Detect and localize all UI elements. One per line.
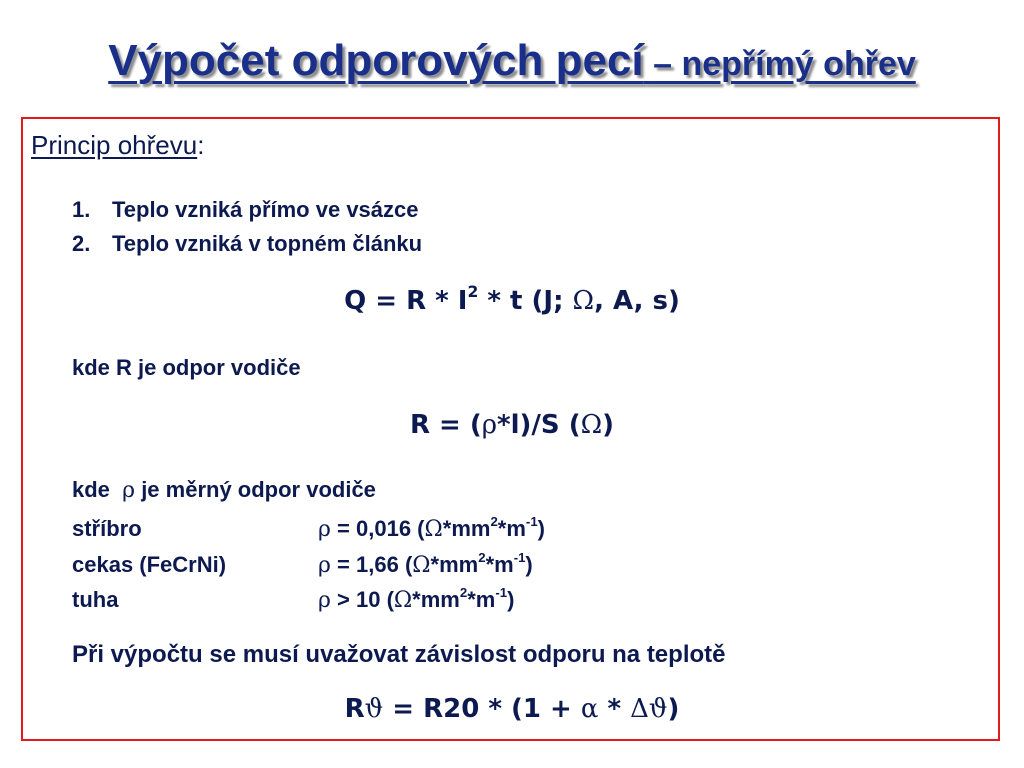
omega-symbol: Ω	[572, 286, 595, 316]
material-value-part: )	[507, 587, 515, 612]
where-rho-part: je měrný odpor vodiče	[135, 477, 376, 502]
material-value-part: )	[525, 552, 533, 577]
material-value-part: = 1,66 (	[330, 552, 413, 577]
material-unit: *mm	[442, 516, 491, 541]
where-rho-text	[72, 477, 376, 503]
formula-heat	[0, 283, 1024, 316]
omega-symbol: Ω	[580, 410, 603, 440]
list-number: 1.	[72, 197, 91, 222]
formula-temperature-part: = R20 * (1 +	[383, 694, 581, 724]
material-exponent: 2	[490, 513, 498, 529]
list-item	[72, 231, 422, 257]
omega-symbol: Ω	[393, 588, 413, 613]
material-exponent: 2	[459, 584, 468, 600]
formula-resistance-part: R = (	[409, 410, 482, 440]
material-exponent: -1	[495, 584, 508, 600]
formula-temperature-part: R	[344, 694, 365, 724]
formula-heat-part: * t (J;	[478, 286, 573, 316]
page-title	[0, 36, 1024, 86]
list-number: 2.	[72, 231, 91, 256]
material-exponent: -1	[525, 513, 538, 529]
formula-heat-part: Q = R * I	[344, 286, 468, 316]
formula-resistance-part: *l)/S (	[497, 410, 581, 440]
material-value-part: )	[537, 516, 545, 541]
temperature-note: Při výpočtu se musí uvažovat závislost odporu na teplotě	[72, 641, 726, 668]
title-subtitle: – nepřímý ohřev	[643, 45, 916, 83]
material-unit: *mm	[430, 552, 479, 577]
material-unit: *m	[467, 587, 496, 612]
formula-heat-exponent: 2	[467, 283, 479, 302]
list-text: Teplo vzniká v topném článku	[112, 231, 423, 256]
material-value	[318, 584, 515, 613]
material-exponent: -1	[513, 549, 526, 565]
material-name: tuha	[72, 587, 119, 612]
delta-theta-symbol: Δϑ	[630, 694, 668, 724]
formula-temperature-part: )	[667, 694, 680, 724]
theta-symbol: ϑ	[364, 694, 384, 724]
alpha-symbol: α	[580, 694, 599, 724]
rho-symbol: ρ	[122, 478, 136, 503]
rho-symbol: ρ	[318, 553, 331, 578]
material-value-part: > 10 (	[330, 587, 394, 612]
material-unit: *mm	[412, 587, 460, 612]
material-exponent: 2	[478, 549, 486, 565]
where-rho-part: kde	[72, 477, 123, 502]
material-value-part: = 0,016 (	[330, 516, 425, 541]
material-unit: *m	[485, 552, 514, 577]
principle-colon: :	[197, 130, 205, 160]
list-item	[72, 197, 419, 223]
rho-symbol: ρ	[318, 588, 331, 613]
where-r-text: kde R je odpor vodiče	[72, 355, 301, 380]
principle-label: Princip ohřevu	[31, 130, 198, 160]
material-value	[318, 513, 545, 542]
material-unit: *m	[497, 516, 526, 541]
formula-resistance-part: )	[602, 410, 615, 440]
omega-symbol: Ω	[412, 553, 431, 578]
rho-symbol: ρ	[318, 517, 331, 542]
omega-symbol: Ω	[424, 517, 443, 542]
formula-temperature	[0, 694, 1024, 724]
material-name: cekas (FeCrNi)	[72, 552, 227, 577]
formula-resistance	[0, 410, 1024, 440]
list-text: Teplo vzniká přímo ve vsázce	[112, 197, 419, 222]
formula-heat-part: , A, s)	[594, 286, 680, 316]
formula-temperature-part: *	[598, 694, 631, 724]
rho-symbol: ρ	[481, 410, 498, 440]
title-main: Výpočet odporových pecí	[108, 36, 644, 85]
principle-heading	[31, 130, 204, 161]
material-name: stříbro	[72, 516, 142, 541]
material-value	[318, 549, 533, 578]
